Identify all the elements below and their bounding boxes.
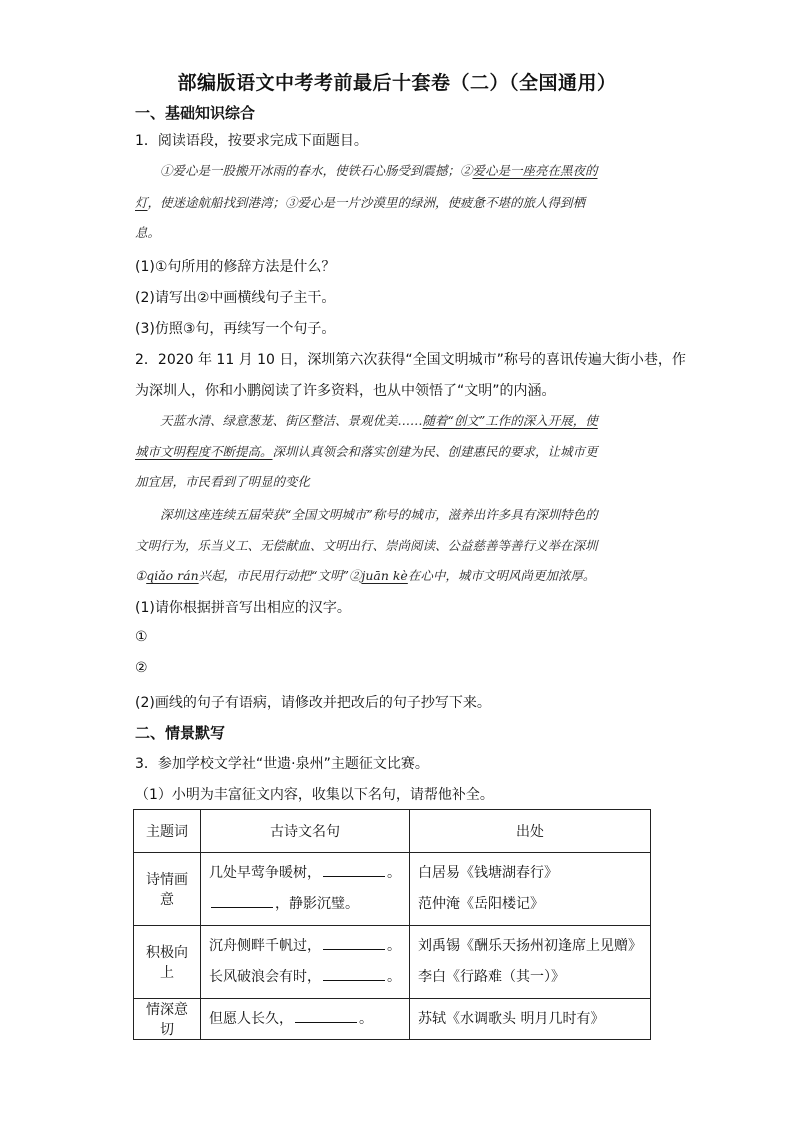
q1-passage-line-1 [160, 161, 655, 179]
q2-passage2-line-1: 深圳这座连续五届荣获“全国文明城市”称号的城市，滋养出许多具有深圳特色的 [160, 507, 598, 522]
q1-passage-line-2 [135, 193, 655, 211]
q2-sub2: (2)画线的句子有语病，请修改并把改后的句子抄写下来。 [135, 695, 491, 711]
pinyin-juanke: juān kè [361, 568, 408, 583]
theme-cell: 积极向上 [134, 926, 201, 999]
table-header-row [134, 810, 651, 853]
q2-passage1-line-3: 加宜居，市民看到了明显的变化 [135, 474, 311, 489]
poem-line: 沉舟侧畔千帆过， [209, 938, 321, 954]
poem-line: 几处早莺争暖树， [209, 865, 321, 881]
q2-underlined-sentence: 随着“创文”工作的深入开展，使 [422, 413, 598, 428]
q1-sub2: (2)请写出②中画横线句子主干。 [135, 290, 336, 306]
poem-line: ，静影沉璧。 [275, 896, 359, 912]
fill-blank[interactable] [211, 895, 273, 908]
table-row [134, 853, 651, 926]
poem-source: 李白《行路难（其一）》 [418, 969, 565, 985]
lines-cell: 但愿人长久， 。 [201, 999, 410, 1040]
source-cell [410, 853, 651, 926]
q2-passage2-line-2: 文明行为，乐当义工、无偿献血、文明出行、崇尚阅读、公益慈善等善行义举在深圳 [135, 538, 598, 553]
fill-blank[interactable] [295, 1010, 357, 1023]
q1-passage-line-3: 息。 [135, 225, 161, 240]
fill-blank[interactable] [323, 864, 385, 877]
page-title: 部编版语文中考考前最后十套卷（二）（全国通用） [177, 72, 617, 94]
lines-cell: 沉舟侧畔千帆过， 。 长风破浪会有时， 。 [201, 926, 410, 999]
header-theme: 主题词 [134, 810, 201, 853]
q1-underlined-sentence-end: 灯 [135, 195, 148, 210]
q3-sub1: （1）小明为丰富征文内容，收集以下名句，请帮他补全。 [135, 787, 494, 803]
poem-line: 长风破浪会有时， [209, 969, 321, 985]
q2-stem-line-2: 为深圳人，你和小鹏阅读了许多资料，也从中领悟了“文明”的内涵。 [135, 383, 556, 399]
table-row [134, 999, 651, 1040]
q1-passage-text: ，使迷途航船找到港湾；③爱心是一片沙漠里的绿洲，使疲惫不堪的旅人得到栖 [147, 195, 586, 210]
poem-source: 范仲淹《岳阳楼记》 [418, 896, 544, 912]
pinyin-qiaoran: qiǎo rán [146, 568, 199, 583]
q1-stem: 1．阅读语段，按要求完成下面题目。 [135, 133, 368, 149]
q2-answer-1: ① [135, 629, 148, 645]
pinyin-number-1: ① [135, 568, 147, 583]
q2-passage-text: 兴起，市民用行动把“文明”② [198, 568, 362, 583]
q1-sub1: (1)①句所用的修辞方法是什么？ [135, 259, 336, 275]
q2-passage2-line-3 [135, 566, 655, 584]
q2-sub1: (1)请你根据拼音写出相应的汉字。 [135, 600, 351, 616]
source-cell [410, 926, 651, 999]
poem-source: 苏轼《水调歌头 明月几时有》 [418, 1010, 605, 1027]
poem-source: 刘禹锡《酬乐天扬州初逢席上见赠》 [418, 938, 642, 954]
theme-cell: 诗情画意 [134, 853, 201, 926]
header-source: 出处 [410, 810, 651, 853]
source-cell [410, 999, 651, 1040]
header-lines: 古诗文名句 [201, 810, 410, 853]
q2-passage1-line-1 [160, 411, 680, 429]
table-row [134, 926, 651, 999]
section-heading-basics: 一、基础知识综合 [135, 104, 256, 122]
q1-passage-text: ①爱心是一股搬开冰雨的春水，使铁石心肠受到震撼；② [160, 163, 473, 178]
q2-underlined-sentence-end: 城市文明程度不断提高。 [135, 444, 273, 459]
section-heading-recitation: 二、情景默写 [135, 724, 226, 742]
q2-passage-text: 天蓝水清、绿意葱茏、街区整洁、景观优美…… [160, 413, 423, 428]
fill-blank[interactable] [323, 968, 385, 981]
q1-sub3: (3)仿照③句，再续写一个句子。 [135, 321, 336, 337]
q3-stem: 3．参加学校文学社“世遗·泉州”主题征文比赛。 [135, 756, 429, 772]
theme-cell: 情深意切 [134, 999, 201, 1040]
q2-passage-text: 深圳认真领会和落实创建为民、创建惠民的要求，让城市更 [272, 444, 598, 459]
q1-underlined-sentence: 爱心是一座亮在黑夜的 [472, 163, 598, 178]
fill-blank[interactable] [323, 937, 385, 950]
poem-table [133, 809, 651, 1040]
q2-passage-text: 在心中，城市文明风尚更加浓厚。 [407, 568, 596, 583]
q2-passage1-line-2 [135, 442, 655, 460]
q2-stem-line-1: 2．2020 年 11 月 10 日，深圳第六次获得“全国文明城市”称号的喜讯传遍大街小巷，作 [135, 352, 686, 368]
poem-line: 但愿人长久， [209, 1010, 293, 1027]
lines-cell: 几处早莺争暖树， 。 ，静影沉璧。 [201, 853, 410, 926]
poem-source: 白居易《钱塘湖春行》 [418, 865, 558, 881]
q2-answer-2: ② [135, 660, 148, 676]
